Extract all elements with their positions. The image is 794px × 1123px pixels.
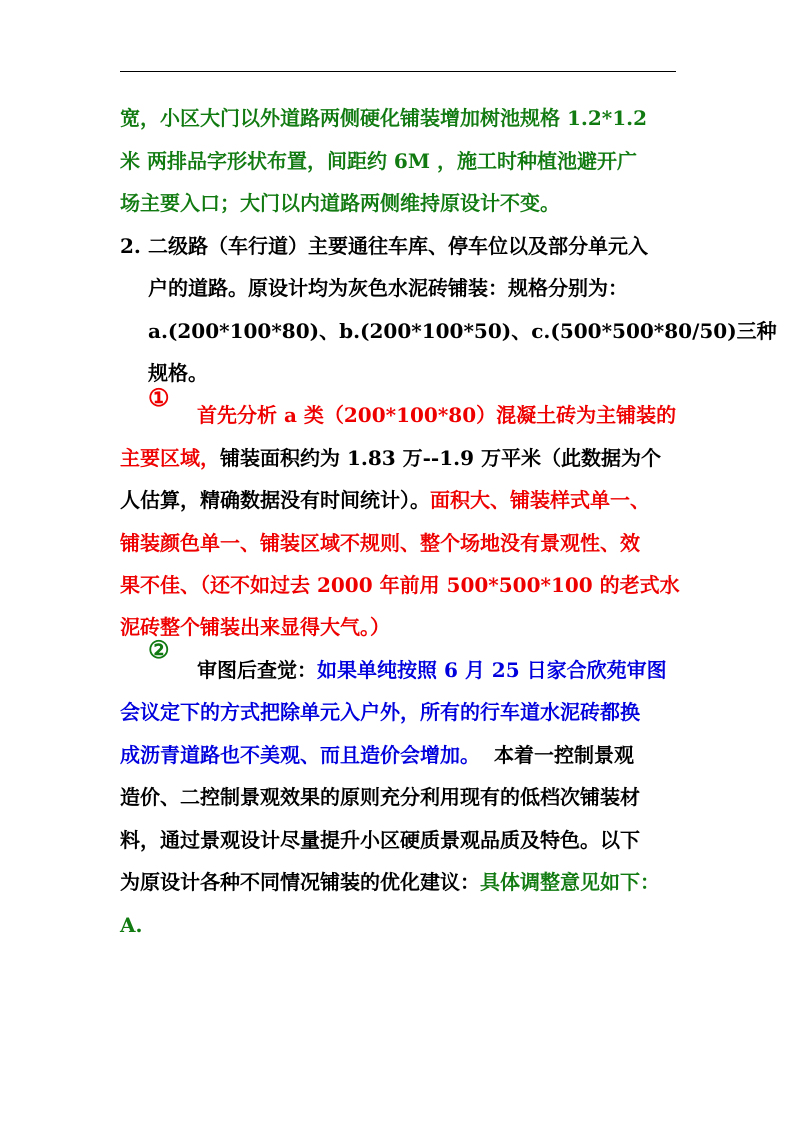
text-line-3: 场主要入口；大门以内道路两侧维持原设计不变。 xyxy=(120,191,560,215)
text-line-19 xyxy=(120,867,660,897)
text-line-15: 会议定下的方式把除单元入户外，所有的行车道水泥砖都换 xyxy=(120,700,640,724)
text-segment-green: 具体调整意见如下： xyxy=(480,870,660,894)
text-line-20: A. xyxy=(120,913,143,937)
text-line-8: 首先分析 a 类（200*100*80）混凝土砖为主铺装的 xyxy=(197,403,677,427)
text-line-12: 果不佳、（还不如过去 2000 年前用 500*500*100 的老式水 xyxy=(120,573,680,597)
list-number-2: 2. xyxy=(120,234,141,258)
text-segment-blue: 成沥青道路也不美观、而且造价会增加。 xyxy=(120,743,480,767)
text-line-1: 宽，小区大门以外道路两侧硬化铺装增加树池规格 1.2*1.2 xyxy=(120,106,648,130)
text-line-2: 米 两排品字形状布置，间距约 6M ，施工时种植池避开广 xyxy=(120,149,637,173)
text-line-14 xyxy=(197,655,667,685)
circled-number-two: ② xyxy=(148,635,170,664)
text-line-10 xyxy=(120,485,650,515)
text-line-17: 造价、二控制景观效果的原则充分利用现有的低档次铺装材 xyxy=(120,785,640,809)
text-segment-black: 为原设计各种不同情况铺装的优化建议： xyxy=(120,870,480,894)
text-line-6: a.(200*100*80)、b.(200*100*50)、c.(500*500*80/50)三种 xyxy=(148,319,777,343)
text-line-9 xyxy=(120,443,661,473)
text-line-4: 二级路（车行道）主要通往车库、停车位以及部分单元入 xyxy=(148,234,648,258)
text-segment-black: 本着一控制景观 xyxy=(494,743,634,767)
text-segment-blue: 如果单纯按照 6 月 25 日家合欣苑审图 xyxy=(317,658,667,682)
text-line-5: 户的道路。原设计均为灰色水泥砖铺装：规格分别为： xyxy=(148,276,628,300)
text-segment-black: 审图后查觉： xyxy=(197,658,317,682)
text-segment-red: 面积大、铺装样式单一、 xyxy=(430,488,650,512)
text-line-7: 规格。 xyxy=(148,361,208,385)
circled-number-one: ① xyxy=(148,383,170,412)
text-segment-black: 人估算，精确数据没有时间统计）。 xyxy=(120,488,430,512)
header-rule xyxy=(120,71,676,72)
text-line-16 xyxy=(120,740,634,770)
text-segment-red: 主要区域， xyxy=(120,446,220,470)
text-line-13: 泥砖整个铺装出来显得大气。） xyxy=(120,615,390,639)
text-line-11: 铺装颜色单一、铺装区域不规则、整个场地没有景观性、效 xyxy=(120,531,640,555)
text-segment-black: 铺装面积约为 1.83 万--1.9 万平米（此数据为个 xyxy=(220,446,661,470)
text-line-18: 料，通过景观设计尽量提升小区硬质景观品质及特色。以下 xyxy=(120,828,640,852)
